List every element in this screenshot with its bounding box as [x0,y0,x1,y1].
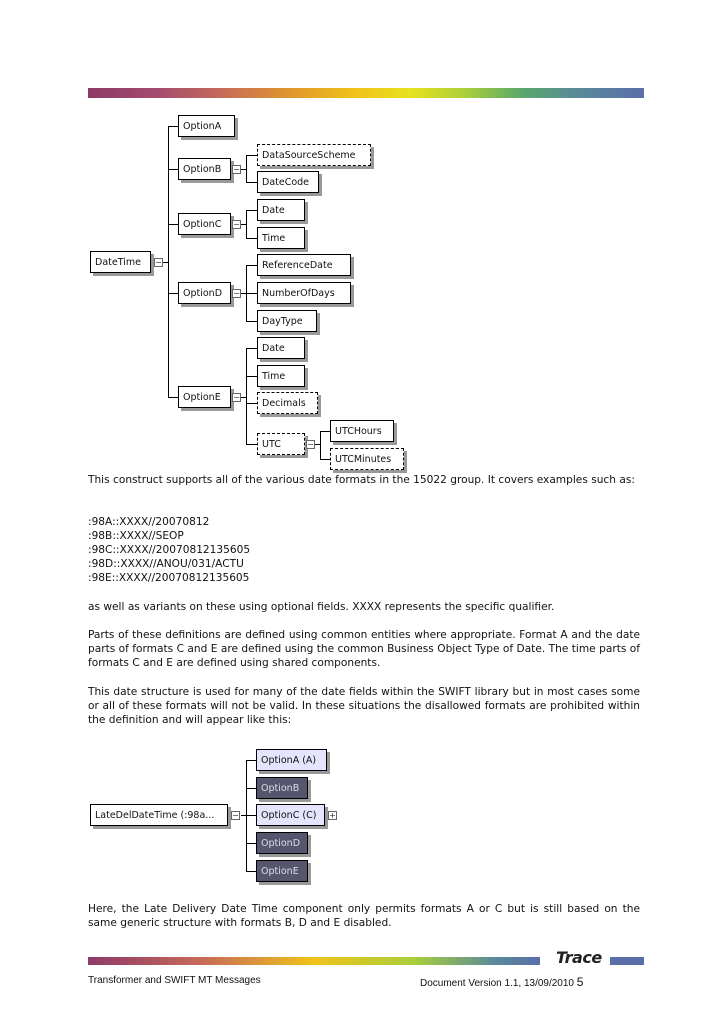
footer-title: Transformer and SWIFT MT Messages [88,975,261,986]
header-color-bar [88,88,644,98]
option-e-node[interactable]: OptionE [178,386,231,408]
time-node[interactable]: Time [257,365,305,387]
option-b-disabled-node: OptionB [256,777,308,799]
footer-color-bar [88,957,540,965]
daytype-node[interactable]: DayType [257,310,317,332]
example-line: :98B::XXXX//SEOP [88,530,184,542]
summary-paragraph: Here, the Late Delivery Date Time component only permits formats A or C but is still based on the same generic structure with formats B, D and E disabled. [88,903,640,929]
collapse-toggle-icon[interactable]: − [233,393,240,402]
option-c-node[interactable]: OptionC [178,213,231,235]
connector [168,126,169,397]
option-a-allowed-node[interactable]: OptionA (A) [256,749,327,771]
option-e-disabled-node: OptionE [256,860,308,882]
document-version: Document Version 1.1, 13/09/2010 [420,978,574,989]
usage-paragraph: This date structure is used for many of the date fields within the SWIFT library but in most cases some or all of these formats will not be valid. In these situations the disallowed formats are prohibited within the definition and will appear like this: [88,686,640,726]
numberofdays-node[interactable]: NumberOfDays [257,282,351,304]
utchours-node[interactable]: UTCHours [330,420,394,442]
connector [241,224,246,225]
collapse-toggle-icon[interactable]: − [233,289,240,298]
example-line: :98E::XXXX//20070812135605 [88,572,250,584]
option-c-allowed-node[interactable]: OptionC (C) [256,804,325,826]
utcminutes-node[interactable]: UTCMinutes [330,448,404,470]
decimals-node[interactable]: Decimals [257,392,318,414]
option-a-node[interactable]: OptionA [178,115,235,137]
referencedate-node[interactable]: ReferenceDate [257,254,351,276]
datetime-root-node[interactable]: DateTime [90,251,151,273]
date-node[interactable]: Date [257,337,305,359]
datecode-node[interactable]: DateCode [257,171,319,193]
option-b-node[interactable]: OptionB [178,158,231,180]
connector [246,155,247,182]
collapse-toggle-icon[interactable]: − [233,220,240,229]
latedeldatetime-root-node[interactable]: LateDelDateTime (:98a... [90,804,228,826]
footer-version [420,975,583,989]
connector [315,444,320,445]
date-node[interactable]: Date [257,199,305,221]
connector [241,397,246,398]
page-number: 5 [576,975,584,989]
collapse-toggle-icon[interactable]: − [155,258,162,267]
connector [320,431,321,459]
utc-node[interactable]: UTC [257,433,305,455]
time-node[interactable]: Time [257,227,305,249]
connector [246,348,247,444]
collapse-toggle-icon[interactable]: − [232,811,239,820]
connector [241,169,246,170]
footer-color-bar-end [610,957,644,965]
collapse-toggle-icon[interactable]: − [233,165,240,174]
variants-paragraph: as well as variants on these using optional fields. XXXX represents the specific qualifier. [88,601,555,613]
connector [163,262,168,263]
expand-toggle-icon[interactable]: + [329,811,336,820]
collapse-toggle-icon[interactable]: − [307,440,314,449]
example-line: :98C::XXXX//20070812135605 [88,544,251,556]
option-d-disabled-node: OptionD [256,832,308,854]
trace-logo: Trace [556,948,602,967]
connector [246,210,247,238]
option-d-node[interactable]: OptionD [178,282,231,304]
datasourcescheme-node[interactable]: DataSourceScheme [257,144,371,166]
intro-paragraph: This construct supports all of the various date formats in the 15022 group. It covers examples such as: [88,474,635,486]
definitions-paragraph: Parts of these definitions are defined using common entities where appropriate. Format A and the date parts of formats C and E are defined using the common Business Object Type of Date. The time parts of formats C and E are defined using shared components. [88,629,640,669]
format-examples-list [88,515,250,585]
example-line: :98A::XXXX//20070812 [88,516,210,528]
example-line: :98D::XXXX//ANOU/031/ACTU [88,558,244,570]
